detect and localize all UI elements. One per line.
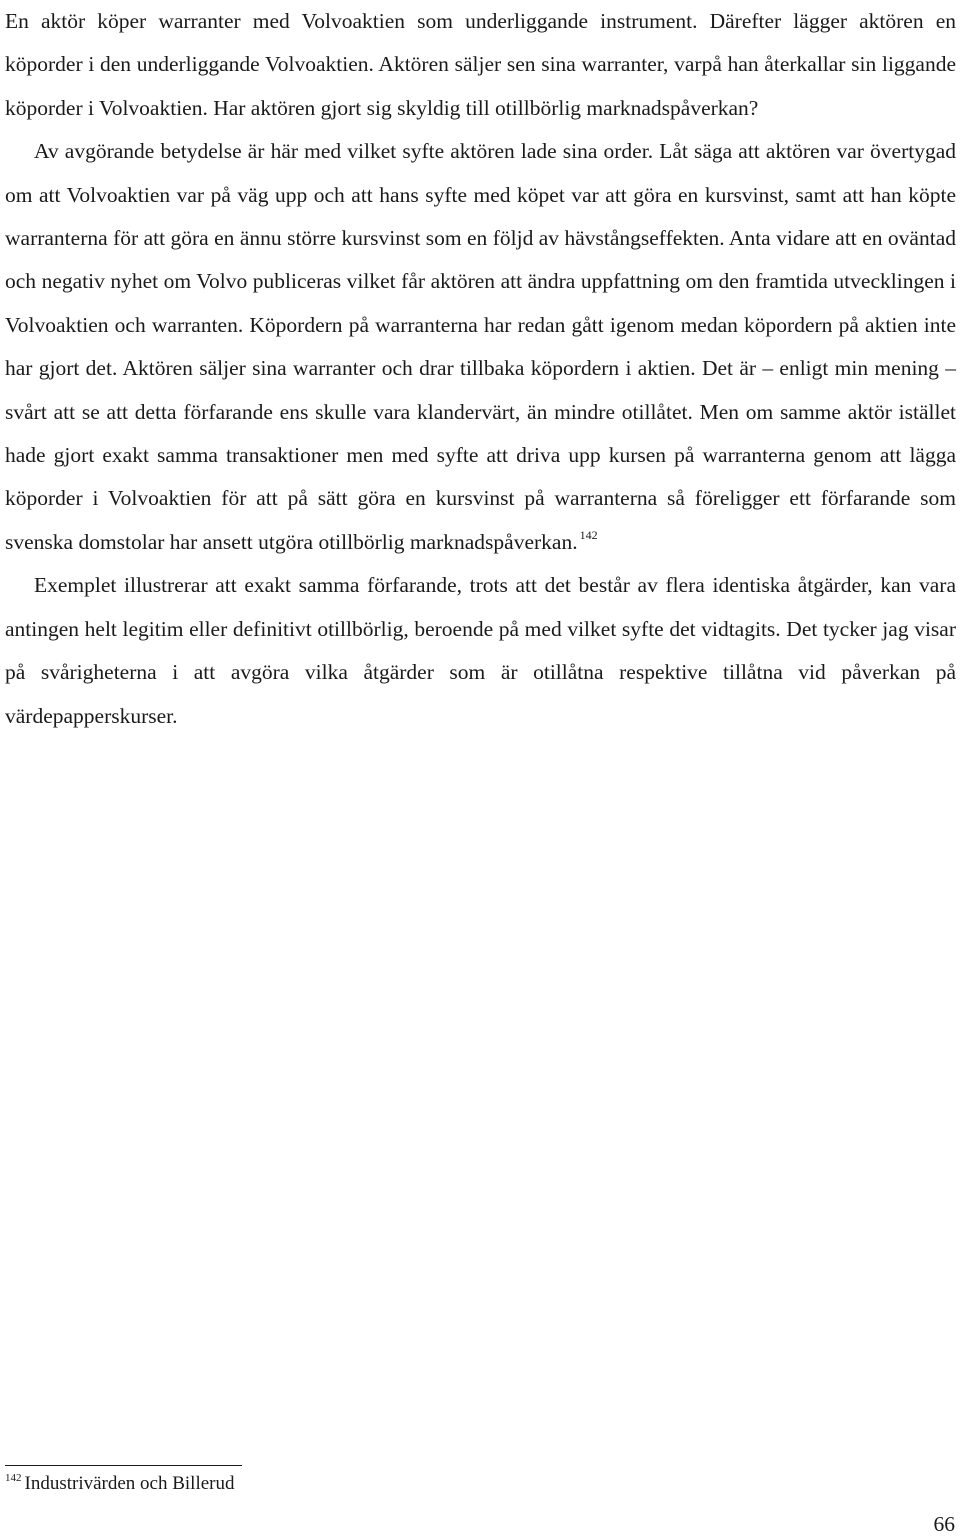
paragraph-2	[5, 130, 956, 564]
paragraph-2-text: Av avgörande betydelse är här med vilket syfte aktören lade sina order. Låt säga att aktören var övertygad om att Volvoaktien var på väg upp och att hans syfte med köpet var att göra en kursvinst, samt att han köpte warranterna för att göra en ännu större kursvinst som en följd av hävstångseffekten. Anta vidare att en oväntad och negativ nyhet om Volvo publiceras vilket får aktören att ändra uppfattning om den framtida utvecklingen i Volvoaktien och warranten. Köpordern på warranterna har redan gått igenom medan köpordern på aktien inte har gjort det. Aktören säljer sina warranter och drar tillbaka köpordern i aktien. Det är – enligt min mening – svårt att se att detta förfarande ens skulle vara klandervärt, än mindre otillåtet. Men om samme aktör istället hade gjort exakt samma transaktioner men med syfte att driva upp kursen på warranterna genom att lägga köporder i Volvoaktien för att på sätt göra en kursvinst på warranterna så föreligger ett förfarande som svenska domstolar har ansett utgöra otillbörlig marknadspåverkan.	[5, 139, 956, 554]
page-number: 66	[933, 1512, 955, 1536]
paragraph-1	[5, 0, 956, 130]
footnote-reference[interactable]: 142	[579, 527, 598, 542]
footnote-text: Industrivärden och Billerud	[24, 1473, 235, 1494]
paragraph-1-text: En aktör köper warranter med Volvoaktien som underliggande instrument. Därefter lägger aktören en köporder i den underliggande Volvoaktien. Aktören säljer sen sina warranter, varpå han återkallar sin liggande köporder i Volvoaktien. Har aktören gjort sig skyldig till otillbörlig marknadspåverkan?	[5, 9, 956, 120]
footnote-divider	[5, 1465, 242, 1466]
footnote	[5, 1472, 235, 1496]
paragraph-3	[5, 564, 956, 738]
paragraph-3-text: Exemplet illustrerar att exakt samma förfarande, trots att det består av flera identiska åtgärder, kan vara antingen helt legitim eller definitivt otillbörlig, beroende på med vilket syfte det vidtagits. Det tycker jag visar på svårigheterna i att avgöra vilka åtgärder som är otillåtna respektive tillåtna vid påverkan på värdepapperskurser.	[5, 573, 956, 728]
footnote-number: 142	[5, 1472, 22, 1484]
body-text	[5, 0, 956, 738]
